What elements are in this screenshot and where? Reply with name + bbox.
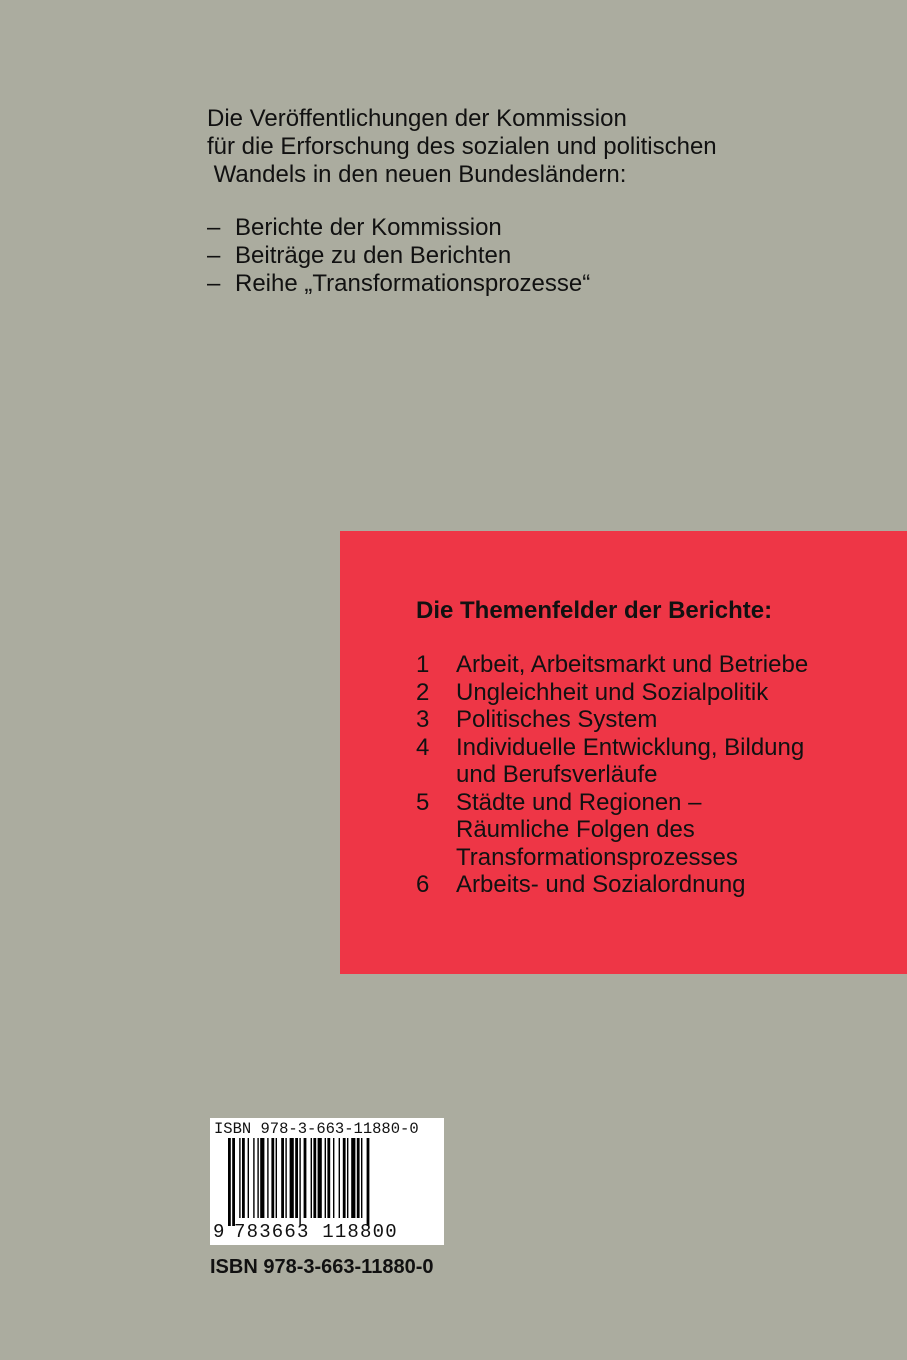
barcode-bar	[260, 1138, 264, 1218]
barcode-bar	[318, 1138, 322, 1218]
themes-panel	[340, 531, 907, 974]
barcode-bar	[299, 1138, 300, 1226]
dash-bullet: –	[207, 242, 221, 269]
publication-item	[207, 214, 590, 242]
barcode	[210, 1118, 444, 1245]
barcode-bar	[242, 1138, 245, 1218]
theme-number: 4	[416, 733, 430, 761]
theme-number: 3	[416, 706, 430, 733]
dash-bullet: –	[207, 270, 221, 297]
publication-item	[207, 242, 590, 270]
theme-number: 6	[416, 871, 430, 898]
theme-item	[416, 679, 808, 707]
theme-item	[416, 734, 808, 789]
barcode-bar	[295, 1138, 298, 1218]
barcode-bar	[313, 1138, 316, 1218]
barcode-bar	[232, 1138, 235, 1226]
theme-number: 5	[416, 788, 430, 816]
theme-line: Räumliche Folgen des	[456, 816, 695, 843]
theme-item	[416, 871, 808, 899]
barcode-digits: 783663 118800	[234, 1221, 398, 1243]
isbn-label: ISBN 978-3-663-11880-0	[210, 1256, 434, 1278]
publication-label: Berichte der Kommission	[235, 214, 502, 241]
theme-item	[416, 706, 808, 734]
theme-line: Arbeit, Arbeitsmarkt und Betriebe	[456, 651, 809, 678]
barcode-isbn-text: ISBN 978-3-663-11880-0	[214, 1120, 419, 1138]
barcode-bar	[304, 1138, 307, 1218]
barcode-bar	[343, 1138, 346, 1218]
barcode-bar	[327, 1138, 330, 1218]
publication-list	[207, 214, 590, 298]
intro-line: für die Erforschung des sozialen und politischen	[207, 133, 717, 160]
theme-number: 2	[416, 678, 430, 706]
themes-list	[416, 651, 808, 899]
barcode-bar	[333, 1138, 334, 1218]
barcode-bar	[257, 1138, 258, 1218]
barcode-bar	[248, 1138, 249, 1218]
theme-line: Ungleichheit und Sozialpolitik	[456, 678, 769, 706]
publication-label: Reihe „Transformationsprozesse“	[235, 270, 591, 297]
theme-line: und Berufsverläufe	[456, 761, 658, 788]
intro-line: Wandels in den neuen Bundesländern:	[207, 161, 627, 188]
dash-bullet: –	[207, 214, 221, 241]
barcode-bar	[281, 1138, 284, 1218]
intro-line: Die Veröffentlichungen der Kommission	[207, 105, 627, 132]
theme-line: Individuelle Entwicklung, Bildung	[456, 733, 805, 761]
barcode-bar	[351, 1138, 355, 1218]
barcode-bar	[271, 1138, 274, 1218]
barcode-bar	[228, 1138, 231, 1226]
barcode-bar	[239, 1138, 240, 1218]
publication-item	[207, 270, 590, 298]
barcode-bar	[311, 1138, 312, 1218]
barcode-bar	[285, 1138, 286, 1218]
theme-item	[416, 651, 808, 679]
barcode-first-digit: 9	[213, 1221, 225, 1243]
theme-line: Politisches System	[456, 706, 658, 733]
publication-label: Beiträge zu den Berichten	[235, 242, 512, 269]
theme-line: Arbeits- und Sozialordnung	[456, 871, 746, 898]
barcode-bar	[290, 1138, 294, 1218]
intro-text	[207, 105, 827, 189]
theme-line: Städte und Regionen –	[456, 788, 702, 816]
barcode-bar	[267, 1138, 268, 1218]
barcode-bar	[357, 1138, 360, 1218]
barcode-bar	[367, 1138, 370, 1226]
barcode-bar	[325, 1138, 326, 1218]
barcode-bar	[253, 1138, 254, 1218]
theme-item	[416, 789, 808, 872]
barcode-bar	[347, 1138, 348, 1218]
barcode-bar	[339, 1138, 340, 1218]
barcode-bars	[228, 1138, 428, 1226]
theme-line: Transformationsprozesses	[456, 843, 738, 871]
barcode-bar	[361, 1138, 362, 1218]
theme-number: 1	[416, 651, 430, 678]
themes-title: Die Themenfelder der Berichte:	[416, 597, 773, 624]
barcode-bar	[276, 1138, 277, 1218]
